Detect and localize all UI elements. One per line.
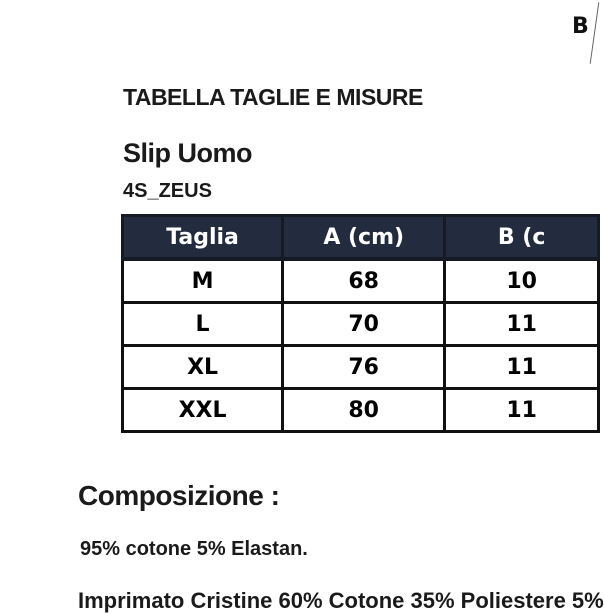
column-header-a: A (cm)	[283, 216, 445, 260]
column-header-size: Taglia	[123, 216, 283, 260]
composition-text: 95% cotone 5% Elastan.	[80, 538, 308, 560]
measure-a-cell: 80	[283, 389, 445, 432]
size-cell: XL	[123, 346, 283, 389]
column-header-b: B (c	[445, 216, 599, 260]
composition-title: Composizione :	[78, 480, 280, 511]
brand-logo: B	[572, 14, 589, 39]
size-table	[121, 214, 600, 433]
size-cell: XXL	[123, 389, 283, 432]
measure-a-cell: 70	[283, 303, 445, 346]
measure-a-cell: 76	[283, 346, 445, 389]
table-row	[123, 346, 599, 389]
size-table-header-row	[123, 216, 599, 260]
table-row	[123, 303, 599, 346]
table-row	[123, 259, 599, 303]
table-row	[123, 389, 599, 432]
logo-slash-mark	[590, 2, 600, 64]
measure-b-cell: 11	[445, 346, 599, 389]
measure-b-cell: 11	[445, 389, 599, 432]
measure-a-cell: 68	[283, 259, 445, 303]
size-cell: M	[123, 259, 283, 303]
page-heading: TABELLA TAGLIE E MISURE	[123, 84, 423, 110]
product-name: Slip Uomo	[123, 138, 252, 168]
lining-text: Imprimato Cristine 60% Cotone 35% Poliestere 5%	[78, 588, 604, 613]
size-cell: L	[123, 303, 283, 346]
measure-b-cell: 11	[445, 303, 599, 346]
measure-b-cell: 10	[445, 259, 599, 303]
product-code: 4S_ZEUS	[123, 180, 212, 202]
